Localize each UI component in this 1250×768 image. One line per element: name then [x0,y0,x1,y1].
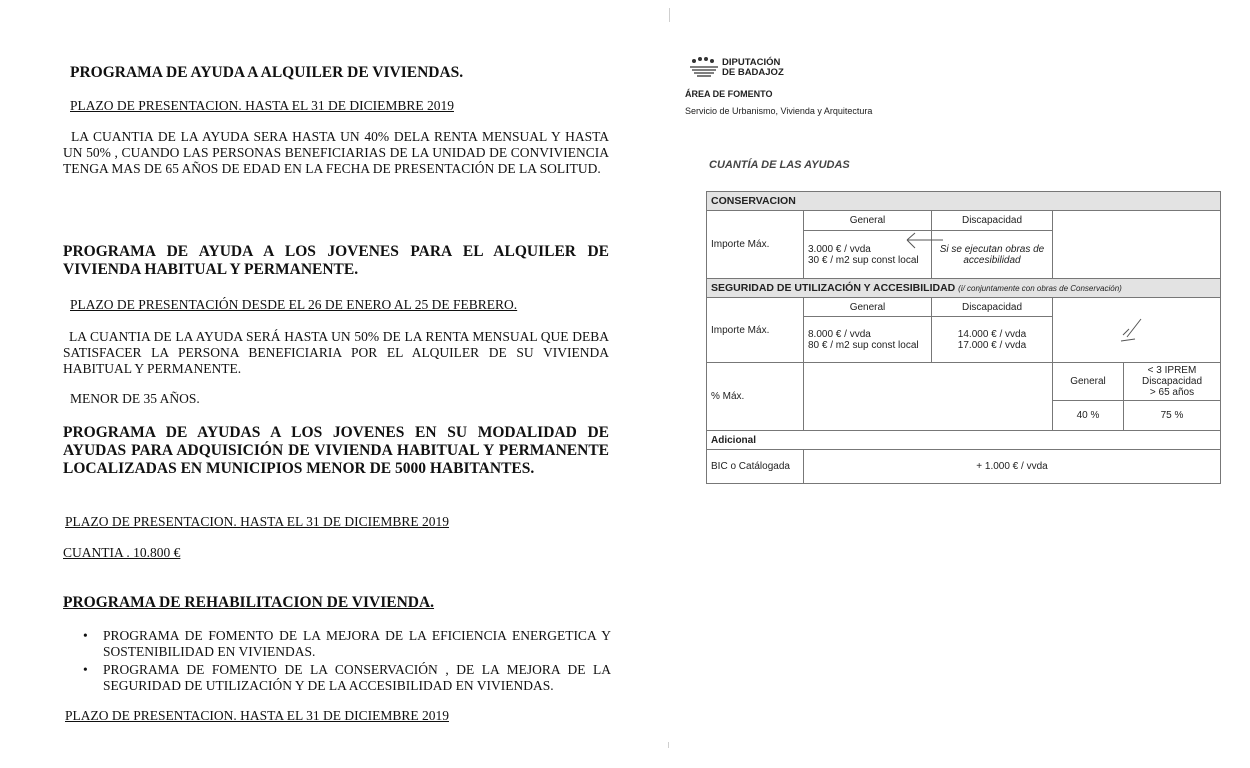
area-label: ÁREA DE FOMENTO [685,89,773,99]
cons-disc-value: Si se ejecutan obras de accesibilidad [932,231,1053,279]
importe-max-label: Importe Máx. [707,211,804,279]
cuantia-heading: CUANTÍA DE LAS AYUDAS [709,159,850,171]
handwritten-arrow-icon [905,230,945,252]
logo-text [722,58,784,78]
handwritten-mark-icon [1117,315,1147,343]
section4-plazo: PLAZO DE PRESENTACION. HASTA EL 31 DE DICIEMBRE 2019 [65,708,449,723]
section2-text: LA CUANTIA DE LA AYUDA SERÁ HASTA UN 50% DE LA RENTA MENSUAL QUE DEBA SATISFACER LA PERSONA BENEFICIARIA POR EL ALQUILER DE SU VIVIENDA HABITUAL Y PERMANENTE. [63,329,609,376]
bic-label: BIC o Catálogada [707,450,804,484]
section3-plazo: PLAZO DE PRESENTACION. HASTA EL 31 DE DICIEMBRE 2019 [65,514,449,529]
section3-title: PROGRAMA DE AYUDAS A LOS JOVENES EN SU MODALIDAD DE AYUDAS PARA ADQUISICIÓN DE VIVIENDA HABITUAL Y PERMANENTE LOCALIZADAS EN MUNICIPIOS MENOR DE 5000 HABITANTES. [63,424,609,477]
general-col-header: General [804,211,932,231]
pct-other-header: < 3 IPREM Discapacidad > 65 años [1124,363,1221,401]
check-mark-cell [1053,298,1221,363]
logo-line-1: DIPUTACIÓN [722,57,781,68]
section4-list [63,628,611,696]
section2-note: MENOR DE 35 AÑOS. [70,391,200,406]
servicio-label: Servicio de Urbanismo, Vivienda y Arquitectura [685,106,873,116]
pct-general-value: 40 % [1053,401,1124,431]
seg-disc-values: 14.000 € / vvda 17.000 € / vvda [932,317,1053,363]
importe-max-label-2: Importe Máx. [707,298,804,363]
bic-value: + 1.000 € / vvda [804,450,1221,484]
discapacidad-col-header: Discapacidad [932,211,1053,231]
discapacidad-col-header-2: Discapacidad [932,298,1053,317]
cons-general-values: 3.000 € / vvda 30 € / m2 sup const local [804,231,932,279]
pct-max-label: % Máx. [707,363,804,431]
section1-text: LA CUANTIA DE LA AYUDA SERA HASTA UN 40% DELA RENTA MENSUAL Y HASTA UN 50% , CUANDO LAS PERSONAS BENEFICIARIAS DE LA UNIDAD DE CONVIVIENCIA TENGA MAS DE 65 AÑOS DE EDAD EN LA FECHA DE PRESENTACIÓN DE LA SOLITUD. [63,129,609,176]
section1-plazo: PLAZO DE PRESENTACION. HASTA EL 31 DE DICIEMBRE 2019 [70,98,454,113]
pct-general-header: General [1053,363,1124,401]
ayudas-table [706,191,1221,484]
pct-other-value: 75 % [1124,401,1221,431]
general-col-header-2: General [804,298,932,317]
diputacion-logo-icon [688,56,720,78]
seg-general-values: 8.000 € / vvda 80 € / m2 sup const local [804,317,932,363]
section2-plazo: PLAZO DE PRESENTACIÓN DESDE EL 26 DE ENERO AL 25 DE FEBRERO. [70,297,518,312]
logo-line-2: DE BADAJOZ [722,67,784,78]
scan-mark [668,742,669,748]
seguridad-header: SEGURIDAD DE UTILIZACIÓN Y ACCESIBILIDAD (i/ conjuntamente con obras de Conservación) [707,279,1221,298]
section3-cuantia: CUANTIA . 10.800 € [63,545,181,560]
section1-title: PROGRAMA DE AYUDA A ALQUILER DE VIVIENDAS. [70,64,464,81]
list-item: • PROGRAMA DE FOMENTO DE LA MEJORA DE LA EFICIENCIA ENERGETICA Y SOSTENIBILIDAD EN VIVIENDAS. [63,628,611,660]
conservacion-header: CONSERVACION [707,192,1221,211]
adicional-header: Adicional [707,431,1221,450]
list-item: • PROGRAMA DE FOMENTO DE LA CONSERVACIÓN , DE LA MEJORA DE LA SEGURIDAD DE UTILIZACIÓN Y DE LA ACCESIBILIDAD EN VIVIENDAS. [63,662,611,694]
section4-title: PROGRAMA DE REHABILITACION DE VIVIENDA. [63,594,435,611]
section2-title: PROGRAMA DE AYUDA A LOS JOVENES PARA EL ALQUILER DE VIVIENDA HABITUAL Y PERMANENTE. [63,243,609,278]
scan-mark [669,8,670,22]
